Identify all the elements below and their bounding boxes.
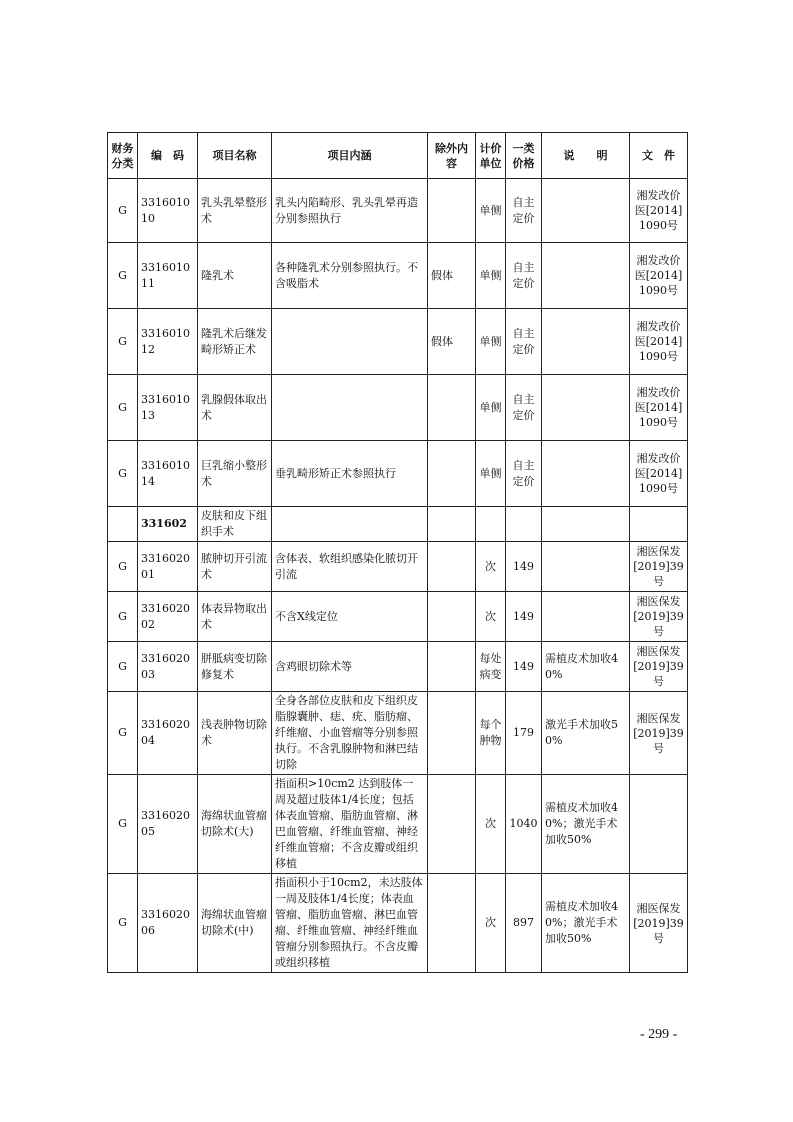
table-row xyxy=(108,309,688,375)
cell-category: G xyxy=(108,775,138,874)
cell-content: 指面积小于10cm2，未达肢体一周及肢体1/4长度；体表血管瘤、脂肪血管瘤、淋巴血管瘤、纤维血管瘤、神经纤维血管瘤分别参照执行。不含皮瓣或组织移植 xyxy=(272,874,428,973)
cell-unit: 次 xyxy=(476,592,506,642)
cell-content: 含鸡眼切除术等 xyxy=(272,642,428,692)
table-row xyxy=(108,775,688,874)
cell-category: G xyxy=(108,441,138,507)
cell-price: 自主定价 xyxy=(506,441,542,507)
header-note: 说 明 xyxy=(542,133,630,179)
cell-note: 需植皮术加收40% xyxy=(542,642,630,692)
cell-category: G xyxy=(108,309,138,375)
header-name: 项目名称 xyxy=(198,133,272,179)
cell-note xyxy=(542,179,630,243)
cell-doc xyxy=(630,775,688,874)
table-row xyxy=(108,692,688,775)
cell-doc: 湘医保发[2019]39号 xyxy=(630,874,688,973)
cell-code: 331602004 xyxy=(138,692,198,775)
cell-doc: 湘发改价医[2014]1090号 xyxy=(630,179,688,243)
cell-unit: 单侧 xyxy=(476,309,506,375)
cell-note xyxy=(542,507,630,542)
cell-code: 331602005 xyxy=(138,775,198,874)
cell-category: G xyxy=(108,243,138,309)
cell-unit: 单侧 xyxy=(476,243,506,309)
page-number: - 299 - xyxy=(640,1027,678,1042)
header-content: 项目内涵 xyxy=(272,133,428,179)
cell-content: 指面积>10cm2 达到肢体一周及超过肢体1/4长度；包括体表血管瘤、脂肪血管瘤、淋巴血管瘤、纤维血管瘤、神经纤维血管瘤；不含皮瓣或组织移植 xyxy=(272,775,428,874)
cell-name: 脓肿切开引流术 xyxy=(198,542,272,592)
cell-price: 自主定价 xyxy=(506,309,542,375)
cell-name: 隆乳术 xyxy=(198,243,272,309)
cell-category: G xyxy=(108,592,138,642)
cell-price: 自主定价 xyxy=(506,375,542,441)
table-row xyxy=(108,507,688,542)
cell-unit: 每个肿物 xyxy=(476,692,506,775)
cell-name: 浅表肿物切除术 xyxy=(198,692,272,775)
table-row xyxy=(108,179,688,243)
cell-note: 激光手术加收50% xyxy=(542,692,630,775)
cell-price: 179 xyxy=(506,692,542,775)
cell-doc: 湘发改价医[2014]1090号 xyxy=(630,441,688,507)
cell-name: 隆乳术后继发畸形矫正术 xyxy=(198,309,272,375)
cell-code: 331602001 xyxy=(138,542,198,592)
cell-content: 各种隆乳术分别参照执行。不含吸脂术 xyxy=(272,243,428,309)
cell-content xyxy=(272,309,428,375)
table-body xyxy=(108,179,688,973)
cell-price: 1040 xyxy=(506,775,542,874)
cell-price: 897 xyxy=(506,874,542,973)
cell-code: 331601011 xyxy=(138,243,198,309)
cell-doc: 湘发改价医[2014]1090号 xyxy=(630,243,688,309)
cell-content: 不含X线定位 xyxy=(272,592,428,642)
header-unit: 计价单位 xyxy=(476,133,506,179)
cell-code: 331602003 xyxy=(138,642,198,692)
cell-content: 乳头内陷畸形、乳头乳晕再造分别参照执行 xyxy=(272,179,428,243)
cell-price: 自主定价 xyxy=(506,179,542,243)
cell-doc xyxy=(630,507,688,542)
cell-unit: 次 xyxy=(476,874,506,973)
cell-doc: 湘医保发[2019]39号 xyxy=(630,642,688,692)
cell-excluded xyxy=(428,179,476,243)
cell-unit: 单侧 xyxy=(476,375,506,441)
cell-excluded: 假体 xyxy=(428,243,476,309)
cell-price xyxy=(506,507,542,542)
cell-unit: 单侧 xyxy=(476,179,506,243)
header-excluded: 除外内容 xyxy=(428,133,476,179)
cell-doc: 湘发改价医[2014]1090号 xyxy=(630,375,688,441)
cell-category: G xyxy=(108,692,138,775)
cell-category: G xyxy=(108,375,138,441)
cell-code: 331601010 xyxy=(138,179,198,243)
cell-excluded xyxy=(428,642,476,692)
cell-excluded xyxy=(428,775,476,874)
cell-unit: 次 xyxy=(476,542,506,592)
cell-name: 乳腺假体取出术 xyxy=(198,375,272,441)
table-row xyxy=(108,642,688,692)
cell-unit xyxy=(476,507,506,542)
cell-name: 胼胝病变切除修复术 xyxy=(198,642,272,692)
table-row xyxy=(108,542,688,592)
cell-code: 331602006 xyxy=(138,874,198,973)
cell-code: 331601012 xyxy=(138,309,198,375)
cell-price: 149 xyxy=(506,592,542,642)
cell-code: 331601013 xyxy=(138,375,198,441)
cell-category: G xyxy=(108,642,138,692)
cell-doc: 湘医保发[2019]39号 xyxy=(630,692,688,775)
cell-note xyxy=(542,441,630,507)
cell-excluded: 假体 xyxy=(428,309,476,375)
table-row xyxy=(108,243,688,309)
cell-code: 331602002 xyxy=(138,592,198,642)
cell-price: 自主定价 xyxy=(506,243,542,309)
cell-unit: 次 xyxy=(476,775,506,874)
cell-excluded xyxy=(428,692,476,775)
cell-category: G xyxy=(108,542,138,592)
header-code: 编 码 xyxy=(138,133,198,179)
table-row xyxy=(108,375,688,441)
cell-name: 巨乳缩小整形术 xyxy=(198,441,272,507)
header-price: 一类价格 xyxy=(506,133,542,179)
cell-excluded xyxy=(428,592,476,642)
cell-doc: 湘医保发[2019]39号 xyxy=(630,542,688,592)
cell-content: 含体表、软组织感染化脓切开引流 xyxy=(272,542,428,592)
cell-unit: 每处病变 xyxy=(476,642,506,692)
cell-name: 体表异物取出术 xyxy=(198,592,272,642)
cell-note xyxy=(542,243,630,309)
header-category: 财务分类 xyxy=(108,133,138,179)
cell-doc: 湘医保发[2019]39号 xyxy=(630,592,688,642)
cell-excluded xyxy=(428,375,476,441)
table-header-row xyxy=(108,133,688,179)
cell-category: G xyxy=(108,179,138,243)
cell-name: 海绵状血管瘤切除术(大) xyxy=(198,775,272,874)
cell-name: 乳头乳晕整形术 xyxy=(198,179,272,243)
cell-note xyxy=(542,309,630,375)
cell-note: 需植皮术加收40%；激光手术加收50% xyxy=(542,874,630,973)
cell-category: G xyxy=(108,874,138,973)
table-row xyxy=(108,592,688,642)
cell-name: 海绵状血管瘤切除术(中) xyxy=(198,874,272,973)
cell-name: 皮肤和皮下组织手术 xyxy=(198,507,272,542)
cell-price: 149 xyxy=(506,642,542,692)
cell-unit: 单侧 xyxy=(476,441,506,507)
cell-content: 垂乳畸形矫正术参照执行 xyxy=(272,441,428,507)
header-doc: 文 件 xyxy=(630,133,688,179)
cell-code: 331602 xyxy=(138,507,198,542)
cell-price: 149 xyxy=(506,542,542,592)
cell-excluded xyxy=(428,507,476,542)
cell-category xyxy=(108,507,138,542)
cell-note: 需植皮术加收40%；激光手术加收50% xyxy=(542,775,630,874)
cell-note xyxy=(542,375,630,441)
table-row xyxy=(108,441,688,507)
cell-note xyxy=(542,542,630,592)
cell-excluded xyxy=(428,542,476,592)
cell-excluded xyxy=(428,441,476,507)
table-row xyxy=(108,874,688,973)
cell-note xyxy=(542,592,630,642)
cell-excluded xyxy=(428,874,476,973)
cell-content xyxy=(272,375,428,441)
cell-code: 331601014 xyxy=(138,441,198,507)
cell-content: 全身各部位皮肤和皮下组织皮脂腺囊肿、痣、疣、脂肪瘤、纤维瘤、小血管瘤等分别参照执行。不含乳腺肿物和淋巴结切除 xyxy=(272,692,428,775)
cell-content xyxy=(272,507,428,542)
cell-doc: 湘发改价医[2014]1090号 xyxy=(630,309,688,375)
price-table xyxy=(107,132,688,973)
